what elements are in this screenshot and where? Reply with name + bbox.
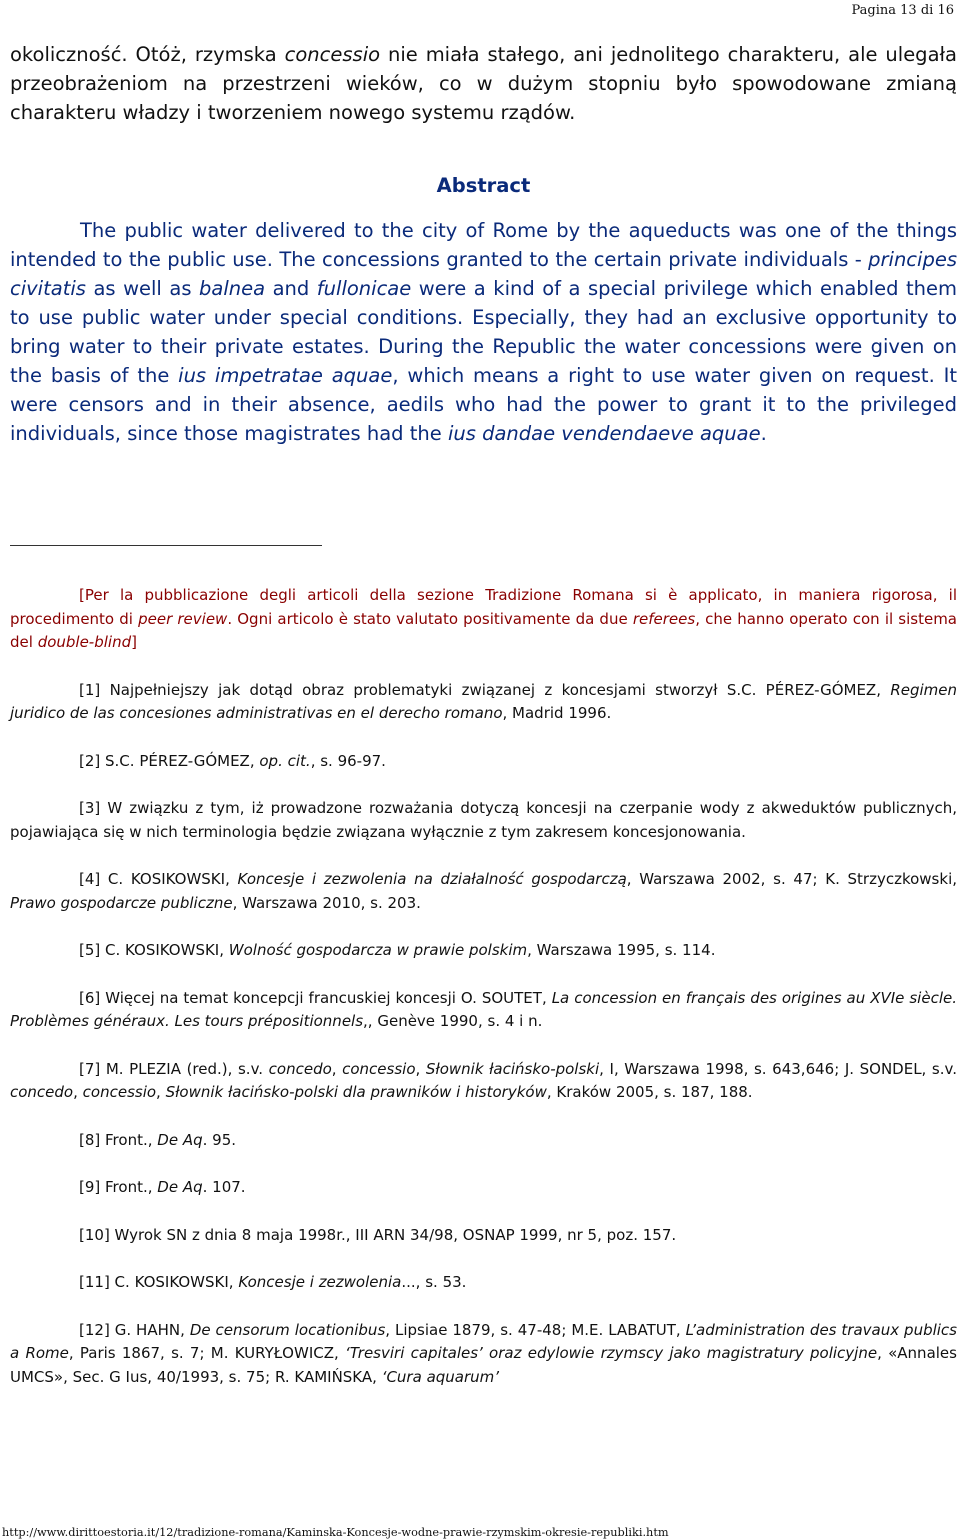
abstract-heading: Abstract: [436, 174, 531, 197]
page-number-label: Pagina 13 di 16: [851, 3, 954, 18]
footnote-1: [1] Najpełniejszy jak dotąd obraz problematyki związanej z koncesjami stworzył S.C. PÉREZ-GÓMEZ, Regimen juridico de las concesiones administrativas en el derecho romano, Madrid 1996.: [10, 680, 957, 722]
footnote-11: [11] C. KOSIKOWSKI, Koncesje i zezwolenia..., s. 53.: [79, 1273, 467, 1291]
footnote-10: [10] Wyrok SN z dnia 8 maja 1998r., III ARN 34/98, OSNAP 1999, nr 5, poz. 157.: [79, 1225, 677, 1244]
page-url-footer: http://www.dirittoestoria.it/12/tradizione-romana/Kaminska-Koncesje-wodne-prawie-rzymskim-okresie-republiki.htm: [2, 1526, 669, 1539]
footnote-4: [4] C. KOSIKOWSKI, Koncesje i zezwolenia na działalność gospodarczą, Warszawa 2002, s. 47; K. Strzyczkowski, Prawo gospodarcze publiczne, Warszawa 2010, s. 203.: [10, 870, 957, 912]
footnote-7: [7] M. PLEZIA (red.), s.v. concedo, concessio, Słownik łacińsko-polski, I, Warszawa 1998, s. 643,646; J. SONDEL, s.v. concedo, concessio, Słownik łacińsko-polski dla prawników i historyków, Kraków 2005, s. 187, 188.: [10, 1059, 957, 1101]
abstract-paragraph: The public water delivered to the city of Rome by the aqueducts was one of the things intended to the public use. The concessions granted to the certain private individuals - principes civitatis as well as balnea and fullonicae were a kind of a special privilege which enabled them to use public water under special conditions. Especially, they had an exclusive opportunity to bring water to their private estates. During the Republic the water concessions were given on the basis of the ius impetratae aquae, which means a right to use water given on request. It were censors and in their absence, aedils who had the power to grant it to the privileged individuals, since those magistrates had the ius dandae vendendaeve aquae.: [10, 219, 957, 445]
peer-review-note: [Per la pubblicazione degli articoli della sezione Tradizione Romana si è applicato, in maniera rigorosa, il procedimento di peer review. Ogni articolo è stato valutato positivamente da due referees, che hanno operato con il sistema del double-blind]: [10, 586, 958, 651]
continuation-paragraph: okoliczność. Otóż, rzymska concessio nie miała stałego, ani jednolitego charakteru, ale ulegała przeobrażeniom na przestrzeni wieków, co w dużym stopniu było spowodowane zmianą charakteru władzy i tworzeniem nowego systemu rządów.: [10, 43, 958, 124]
article-content: [10, 40, 957, 1413]
footnote-5: [5] C. KOSIKOWSKI, Wolność gospodarcza w prawie polskim, Warszawa 1995, s. 114.: [79, 941, 716, 959]
footnote-9: [9] Front., De Aq. 107.: [79, 1178, 246, 1196]
footnote-12: [12] G. HAHN, De censorum locationibus, Lipsiae 1879, s. 47-48; M.E. LABATUT, L’administration des travaux publics a Rome, Paris 1867, s. 7; M. KURYŁOWICZ, ‘Tresviri capitales’ oraz edylowie rzymscy jako magistratury policyjne, «Annales UMCS», Sec. G Ius, 40/1993, s. 75; R. KAMIŃSKA, ‘Cura aquarum’: [10, 1320, 957, 1386]
footnote-8: [8] Front., De Aq. 95.: [79, 1130, 237, 1149]
footnote-6: [6] Więcej na temat koncepcji francuskiej koncesji O. SOUTET, La concession en français des origines au XVIe siècle. Problèmes généraux. Les tours prépositionnels,, Genève 1990, s. 4 i n.: [10, 988, 957, 1030]
footnote-2: [2] S.C. PÉREZ-GÓMEZ, op. cit., s. 96-97.: [79, 751, 386, 770]
footnote-separator: [10, 545, 322, 546]
footnotes-list: [10, 679, 957, 1390]
footnote-3: [3] W związku z tym, iż prowadzone rozważania dotyczą koncesji na czerpanie wody z akweduktów publicznych, pojawiająca się w nich terminologia będzie związana wyłącznie z tym zakresem koncesjonowania.: [10, 799, 957, 841]
